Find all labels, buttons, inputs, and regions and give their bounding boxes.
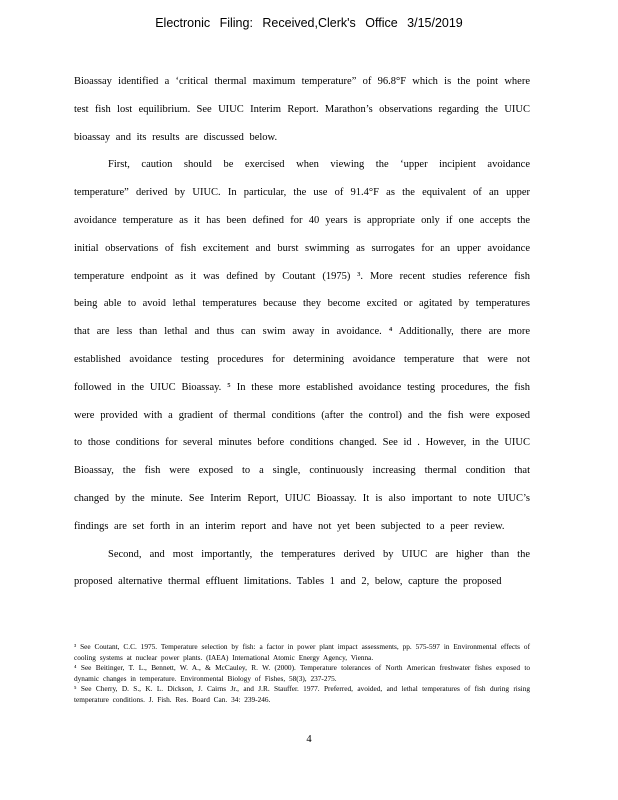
- filing-header: Electronic Filing: Received,Clerk's Office 3/15/2019: [155, 16, 463, 30]
- footnote-4: ⁴ See Beitinger, T. L., Bennett, W. A., & McCauley, R. W. (2000). Temperature tolerances of North American freshwater fishes exposed to dynamic changes in temperature. Environmental Biology of Fishes, 58(3), 237-275.: [74, 663, 530, 683]
- paragraph-first-caution: First, caution should be exercised when viewing the ‘upper incipient avoidance temperature” derived by UIUC. In particular, the use of 91.4°F as the equivalent of an upper avoidance temperature as it has been defined for 40 years is appropriate only if one accepts the initial observations of fish excitement and burst swimming as surrogates for an upper avoidance temperature endpoint as it was defined by Coutant (1975) ³. More recent studies reference fish being able to avoid lethal temperatures because they become excited or agitated by temperatures that are less than lethal and thus can swim away in avoidance. ⁴ Additionally, there are more established avoidance testing procedures for determining avoidance temperature that were not followed in the UIUC Bioassay. ⁵ In these more established avoidance testing procedures, the fish were provided with a gradient of thermal conditions (after the control) and the fish were exposed to those conditions for several minutes before conditions changed. See id . However, in the UIUC Bioassay, the fish were exposed to a single, continuously increasing thermal condition that changed by the minute. See Interim Report, UIUC Bioassay. It is also important to note UIUC’s findings are set forth in an interim report and have not yet been subjected to a peer review.: [74, 159, 530, 532]
- footnote-5: ⁵ See Cherry, D. S., K. L. Dickson, J. Cairns Jr., and J.R. Stauffer. 1977. Preferred, avoided, and lethal temperatures of fish during rising temperature conditions. J. Fish. Res. Board Can. 34: 239-246.: [74, 684, 530, 704]
- paragraph-bioassay: Bioassay identified a ‘critical thermal maximum temperature” of 96.8°F which is the point where test fish lost equilibrium. See UIUC Interim Report. Marathon’s observations regarding the UIUC bioassay and its results are discussed below.: [74, 76, 530, 143]
- footnotes: [74, 642, 530, 705]
- page-number: 4: [306, 734, 312, 745]
- document-body: [74, 68, 530, 596]
- paragraph-second-importantly: Second, and most importantly, the temperatures derived by UIUC are higher than the proposed alternative thermal effluent limitations. Tables 1 and 2, below, capture the proposed: [74, 548, 530, 588]
- footnote-3: ³ See Coutant, C.C. 1975. Temperature selection by fish: a factor in power plant impact assessments, pp. 575-597 in Environmental effects of cooling systems at nuclear power plants. (IAEA) International Atomic Energy Agency, Vienna.: [74, 642, 530, 662]
